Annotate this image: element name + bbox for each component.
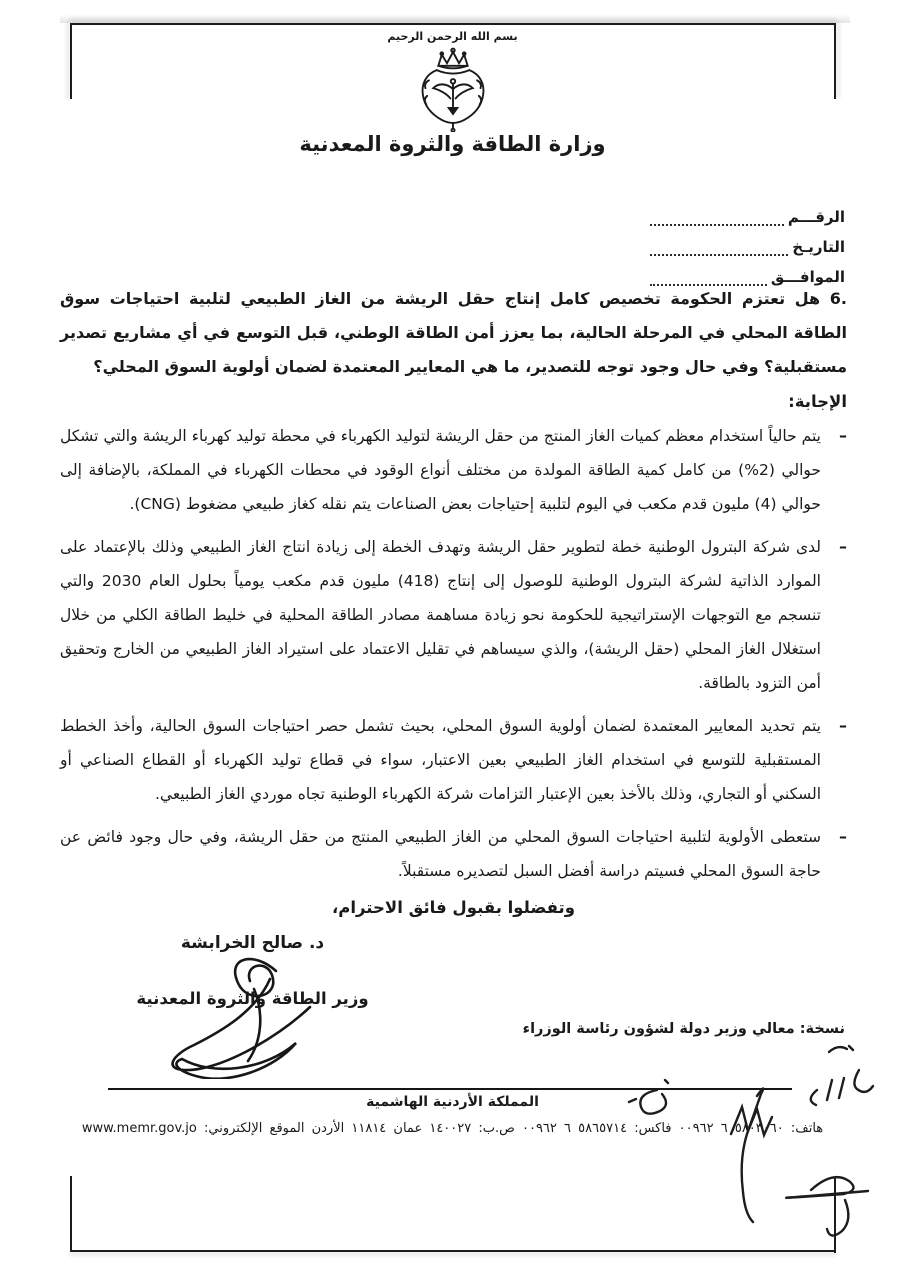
bullet-dash: – [839,426,847,445]
answer-bullet-1-text: يتم حالياً استخدام معظم كميات الغاز المنتج من حقل الريشة لتوليد الكهرباء في محطة توليد كهرباء الريشة والتي تشكل حوالي (2%) من كامل كمية الطاقة المولدة من مختلف أنواع الوقود في محطات الكهرباء في المملكة، بالإضافة إلى حوالي (4) مليون قدم مكعب في اليوم لتلبية إحتياجات بعض الصناعات يتم نقله كغاز طبيعي مضغوط (CNG). [60,427,821,513]
answer-label: الإجابة: [788,392,847,411]
footer-divider [108,1088,792,1090]
copy-distribution-note: نسخة: معالي وزير دولة لشؤون رئاسة الوزراء [522,1021,845,1037]
reference-date-dotted-line [650,239,788,256]
reference-date-label: التاريـخ [792,238,845,256]
reference-corresponding-label: الموافـــق [770,268,845,286]
bullet-dash: – [839,537,847,556]
question-paragraph [60,282,847,384]
signature-block [120,933,385,1008]
bismillah-calligraphy: بسم الله الرحمن الرحيم [387,30,518,43]
footer-contact-line: هاتف: ٥٨٠٣٠٦٠ ٦ ٠٠٩٦٢ فاكس: ٥٨٦٥٧١٤ ٦ ٠٠٩٦٢ ص.ب: ١٤٠٠٢٧ عمان ١١٨١٤ الأردن الموقع الإلكتروني: www.memr.gov.jo [81,1121,824,1136]
scan-shadow [60,14,850,23]
answer-bullet-4-text: ستعطى الأولوية لتلبية احتياجات السوق المحلي من الغاز الطبيعي المنتج من حقل الريشة، وفي حال وجود فائض عن حاجة السوق المحلي فسيتم دراسة أفضل السبل لتصديره مستقبلاً. [60,828,821,880]
minister-signature [104,949,404,1079]
scan-border-bottom [70,1250,836,1252]
question-text: هل تعتزم الحكومة تخصيص كامل إنتاج حقل الريشة من الغاز الطبيعي لتلبية احتياجات سوق الطاقة المحلي في المرحلة الحالية، بما يعزز أمن الطاقة الوطني، قبل التوسع في أي مشاريع تصدير مستقبلية؟ وفي حال وجود توجه للتصدير، ما هي المعايير المعتمدة لضمان أولوية السوق المحلي؟ [60,289,847,376]
answer-bullet-3 [60,709,847,811]
reference-row-number [650,196,845,226]
reference-number-dotted-line [650,209,784,226]
kingdom-name-calligraphy: المملكة الأردنية الهاشمية [366,1094,539,1110]
minister-title: وزير الطاقة والثروة المعدنية [136,989,369,1008]
answer-bullet-2-text: لدى شركة البترول الوطنية خطة لتطوير حقل الريشة وتهدف الخطة إلى زيادة انتاج الغاز الطبيعي وذلك بالإعتماد على الموارد الذاتية لشركة البترول الوطنية للوصول إلى إنتاج (418) مليون قدم مكعب يومياً بحلول العام 2030 والتي تنسجم مع التوجهات الإستراتيجية للحكومة نحو زيادة مساهمة مصادر الطاقة المحلية في خليط الطاقة الكلي من خلال استغلال الغاز المحلي (حقل الريشة)، والذي سيساهم في تقليل الاعتماد على استيراد الغاز الطبيعي من الخارج وتحقيق أمن التزود بالطاقة. [60,538,821,692]
bullet-dash: – [839,716,847,735]
scan-border-bottom-right [834,1177,836,1253]
reference-number-label: الرقـــم [787,208,845,226]
answer-bullet-2 [60,530,847,700]
handwritten-annotations [605,1038,905,1263]
reference-block [650,196,845,286]
closing-salutation: وتفضلوا بقبول فائق الاحترام، [332,898,575,917]
answer-bullet-3-text: يتم تحديد المعايير المعتمدة لضمان أولوية السوق المحلي، بحيث تشمل حصر احتياجات السوق الحالية، وأخذ الخطط المستقبلية للتوسع في استخدام الغاز الطبيعي بعين الاعتبار، سواء في قطاع توليد الكهرباء أو القطاع الصناعي أو السكني أو التجاري، وذلك بالأخذ بعين الإعتبار التزامات شركة الكهرباء الوطنية تجاه موردي الغاز الطبيعي. [60,717,821,803]
question-number: 6. [829,289,847,308]
reference-row-date [650,226,845,256]
answer-bullet-4 [60,820,847,888]
letter-body [60,282,847,1008]
scan-border-top [70,23,836,25]
scan-border-bottom-left [70,1176,72,1252]
royal-crest-emblem [410,46,496,132]
ministry-name-calligraphy: وزارة الطاقة والثروة المعدنية [299,132,606,156]
bullet-dash: – [839,827,847,846]
minister-name: د. صالح الخرابشة [180,933,325,953]
answer-bullet-1 [60,419,847,521]
